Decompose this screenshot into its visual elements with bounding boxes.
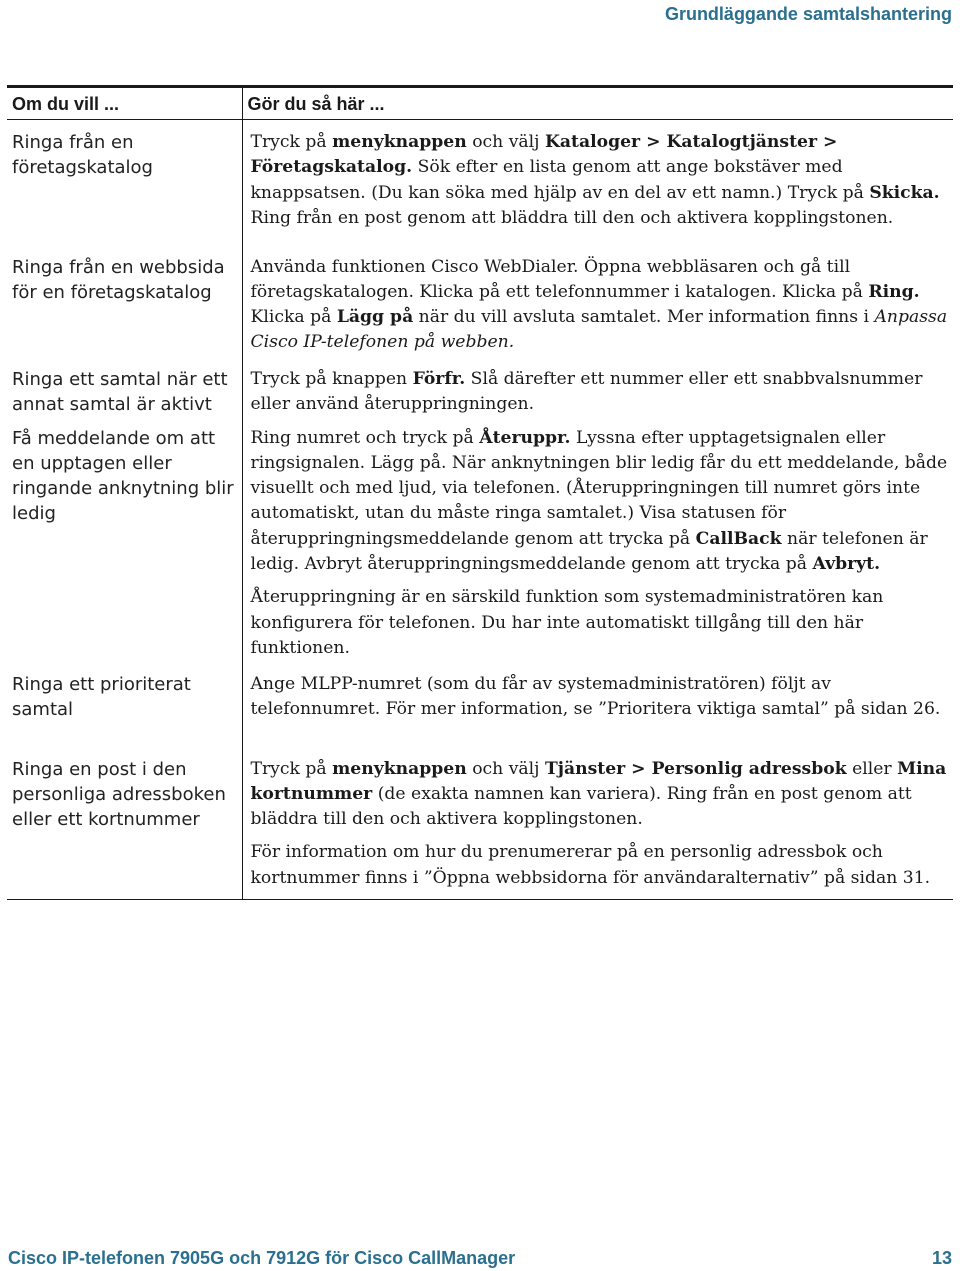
task-label: Få meddelande om att en upptagen eller ringande anknytning blir ledig: [12, 427, 234, 524]
instruction-cell: [242, 672, 953, 757]
emphasis-term: Förfr.: [412, 368, 466, 389]
emphasis-term: Tjänster > Personlig adressbok: [544, 758, 847, 779]
task-cell: [7, 426, 242, 672]
instruction-text: Ange MLPP-numret (som du får av systemadministratören) följt av telefonnumret. För mer information, se ”Prioritera viktiga samtal” på sidan 26.: [250, 673, 941, 719]
table-row: [7, 426, 953, 672]
instruction-cell: [242, 120, 953, 255]
reference-title: Anpassa Cisco IP-telefonen på webben.: [250, 307, 948, 353]
emphasis-term: Återuppr.: [479, 427, 571, 448]
task-cell: [7, 255, 242, 367]
emphasis-term: menyknappen: [332, 132, 467, 152]
page-number: 13: [931, 1248, 952, 1268]
task-label: Ringa ett prioriterat samtal: [12, 673, 191, 720]
instruction-text: Ring numret och tryck på Återuppr. Lyssna efter upptagetsignalen eller ringsignalen. Lägg på. När anknytningen blir ledig får du ett meddelande, både visuellt och med ljud, via telefonen. (Återuppringningen till numret görs inte automatiskt, utan du måste ringa samtalet.) Visa statusen för återuppringningsmeddelande genom att trycka på CallBack när telefonen är ledig. Avbryt återuppringningsmeddelande genom att trycka på Avbryt.: [250, 427, 948, 574]
table-header-row: [7, 87, 953, 120]
emphasis-term: menyknappen: [332, 758, 467, 779]
instruction-text: Använda funktionen Cisco WebDialer. Öppna webbläsaren och gå till företagskatalogen. Klicka på ett telefonnummer i katalogen. Klicka på Ring. Klicka på Lägg på när du vill avsluta samtalet. Mer information finns i Anpassa Cisco IP-telefonen på webben.: [250, 256, 948, 353]
page-footer: [8, 1248, 952, 1269]
instruction-cell: [242, 255, 953, 367]
table-row: [7, 255, 953, 367]
instruction-cell: [242, 367, 953, 426]
book-title: Cisco IP-telefonen 7905G och 7912G för Cisco CallManager: [8, 1248, 516, 1268]
table-row: [7, 757, 953, 900]
instruction-text: Tryck på knappen Förfr. Slå därefter ett nummer eller ett snabbvalsnummer eller använd återuppringningen.: [250, 368, 923, 414]
instruction-note: Återuppringning är en särskild funktion som systemadministratören kan konfigurera för telefonen. Du har inte automatiskt tillgång till den här funktionen.: [250, 587, 884, 658]
task-cell: [7, 672, 242, 757]
task-cell: [7, 367, 242, 426]
column-header-goal: Om du vill ...: [7, 87, 242, 120]
table-row: [7, 672, 953, 757]
task-label: Ringa från en företagskatalog: [12, 132, 153, 178]
instruction-note: För information om hur du prenumererar på en personlig adressbok och kortnummer finns i ”Öppna webbsidorna för användaralternativ” på sidan 31.: [250, 842, 931, 888]
instruction-cell: [242, 757, 953, 900]
emphasis-term: Kataloger > Katalogtjänster > Företagskatalog.: [250, 132, 838, 178]
instruction-text: Tryck på menyknappen och välj Tjänster > Personlig adressbok eller Mina kortnummer (de exakta namnen kan variera). Ring från en post genom att bläddra till den och aktivera kopplingstonen.: [250, 758, 947, 830]
task-label: Ringa från en webbsida för en företagskatalog: [12, 256, 225, 303]
column-header-action: Gör du så här ...: [242, 87, 953, 120]
table-row: [7, 367, 953, 426]
table-row: [7, 120, 953, 255]
task-cell: [7, 757, 242, 900]
emphasis-term: Skicka.: [869, 182, 940, 203]
task-label: Ringa ett samtal när ett annat samtal är aktivt: [12, 368, 228, 415]
emphasis-term: Avbryt.: [812, 553, 881, 574]
instruction-text: Tryck på menyknappen och välj Kataloger > Katalogtjänster > Företagskatalog. Sök efter en lista genom att ange bokstäver med knappsatsen. (Du kan söka med hjälp av en del av ett namn.) Tryck på Skicka. Ring från en post genom att bläddra till den och aktivera kopplingstonen.: [250, 132, 940, 228]
task-cell: [7, 120, 242, 255]
instruction-cell: [242, 426, 953, 672]
emphasis-term: Lägg på: [336, 307, 414, 328]
emphasis-term: Mina kortnummer: [250, 758, 947, 804]
section-title: Grundläggande samtalshantering: [664, 4, 952, 24]
emphasis-term: Ring.: [868, 281, 920, 302]
task-label: Ringa en post i den personliga adressboken eller ett kortnummer: [12, 758, 226, 830]
instructions-table: [7, 85, 953, 900]
emphasis-term: CallBack: [695, 528, 782, 549]
